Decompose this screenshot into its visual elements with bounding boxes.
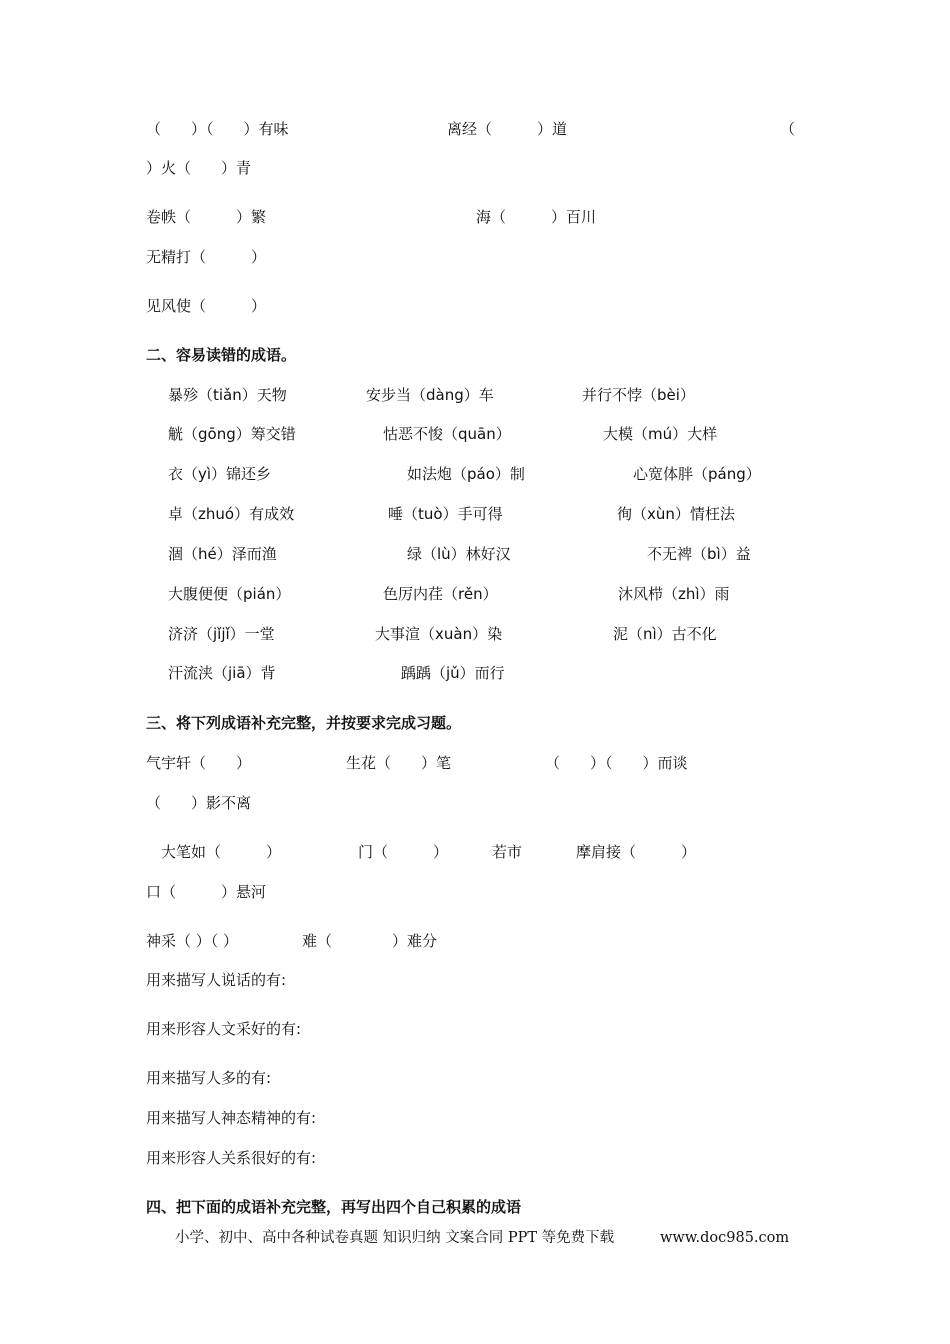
idiom-blank: 若市: [492, 843, 523, 861]
idiom-item: 安步当（dàng）车: [366, 386, 494, 404]
idiom-item: 暴殄（tiǎn）天物: [168, 386, 287, 404]
idiom-blank: 难（ ）难分: [302, 932, 438, 950]
idiom-item: 沐风栉（zhì）雨: [618, 585, 730, 603]
idiom-item: 汗流浃（jiā）背: [168, 664, 276, 682]
idiom-item: 涸（hé）泽而渔: [168, 545, 277, 563]
idiom-item: 觥（gōng）筹交错: [168, 425, 296, 443]
idiom-item: 不无裨（bì）益: [647, 545, 751, 563]
idiom-blank: 海（ ）百川: [476, 208, 597, 226]
idiom-item: 色厉内荏（rěn）: [383, 585, 498, 603]
idiom-blank: 卷帙（ ）繁: [146, 208, 267, 226]
idiom-blank: 大笔如（ ）: [161, 843, 282, 861]
idiom-blank: 离经（ ）道: [447, 120, 568, 138]
idiom-item: 衣（yì）锦还乡: [168, 465, 272, 483]
question-line: 用来描写人多的有:: [146, 1069, 272, 1087]
idiom-blank: 口（ ）悬河: [146, 883, 267, 901]
idiom-item: 绿（lù）林好汉: [407, 545, 511, 563]
idiom-item: 大事渲（xuàn）染: [375, 625, 503, 643]
idiom-item: 大模（mú）大样: [603, 425, 718, 443]
question-line: 用来描写人神态精神的有:: [146, 1109, 317, 1127]
idiom-blank: （ ）影不离: [146, 794, 252, 812]
question-line: 用来描写人说话的有:: [146, 971, 287, 989]
idiom-blank: 气宇轩（ ）: [146, 754, 252, 772]
idiom-blank: ）火（ ）青: [146, 159, 252, 177]
idiom-item: 唾（tuò）手可得: [388, 505, 503, 523]
idiom-blank: （ ）（ ）有味: [146, 120, 289, 138]
footer-text: 小学、初中、高中各种试卷真题 知识归纳 文案合同 PPT 等免费下载: [175, 1230, 615, 1246]
section-heading: 二、容易读错的成语。: [146, 346, 297, 364]
idiom-blank: 门（ ）: [358, 843, 449, 861]
section-heading: 四、把下面的成语补充完整，再写出四个自己积累的成语: [146, 1198, 522, 1216]
idiom-item: 如法炮（páo）制: [407, 465, 525, 483]
idiom-blank: （: [780, 120, 796, 138]
idiom-blank: 神采（ ）（ ）: [146, 932, 239, 950]
idiom-item: 心宽体胖（páng）: [633, 465, 761, 483]
idiom-blank: 摩肩接（ ）: [576, 843, 697, 861]
idiom-item: 卓（zhuó）有成效: [168, 505, 295, 523]
idiom-item: 怙恶不悛（quān）: [383, 425, 511, 443]
idiom-blank: （ ）（ ）而谈: [545, 754, 688, 772]
section-heading: 三、将下列成语补充完整，并按要求完成习题。: [146, 714, 462, 732]
idiom-blank: 无精打（ ）: [146, 248, 267, 266]
idiom-item: 大腹便便（pián）: [168, 585, 291, 603]
footer-url[interactable]: www.doc985.com: [660, 1230, 790, 1246]
question-line: 用来形容人关系很好的有:: [146, 1149, 317, 1167]
idiom-item: 济济（jǐjǐ）一堂: [168, 625, 275, 643]
idiom-item: 泥（nì）古不化: [613, 625, 717, 643]
question-line: 用来形容人文采好的有:: [146, 1020, 302, 1038]
idiom-item: 徇（xùn）情枉法: [617, 505, 735, 523]
idiom-blank: 生花（ ）笔: [346, 754, 452, 772]
idiom-blank: 见风使（ ）: [146, 297, 267, 315]
idiom-item: 并行不悖（bèi）: [582, 386, 695, 404]
idiom-item: 踽踽（jǔ）而行: [401, 664, 505, 682]
